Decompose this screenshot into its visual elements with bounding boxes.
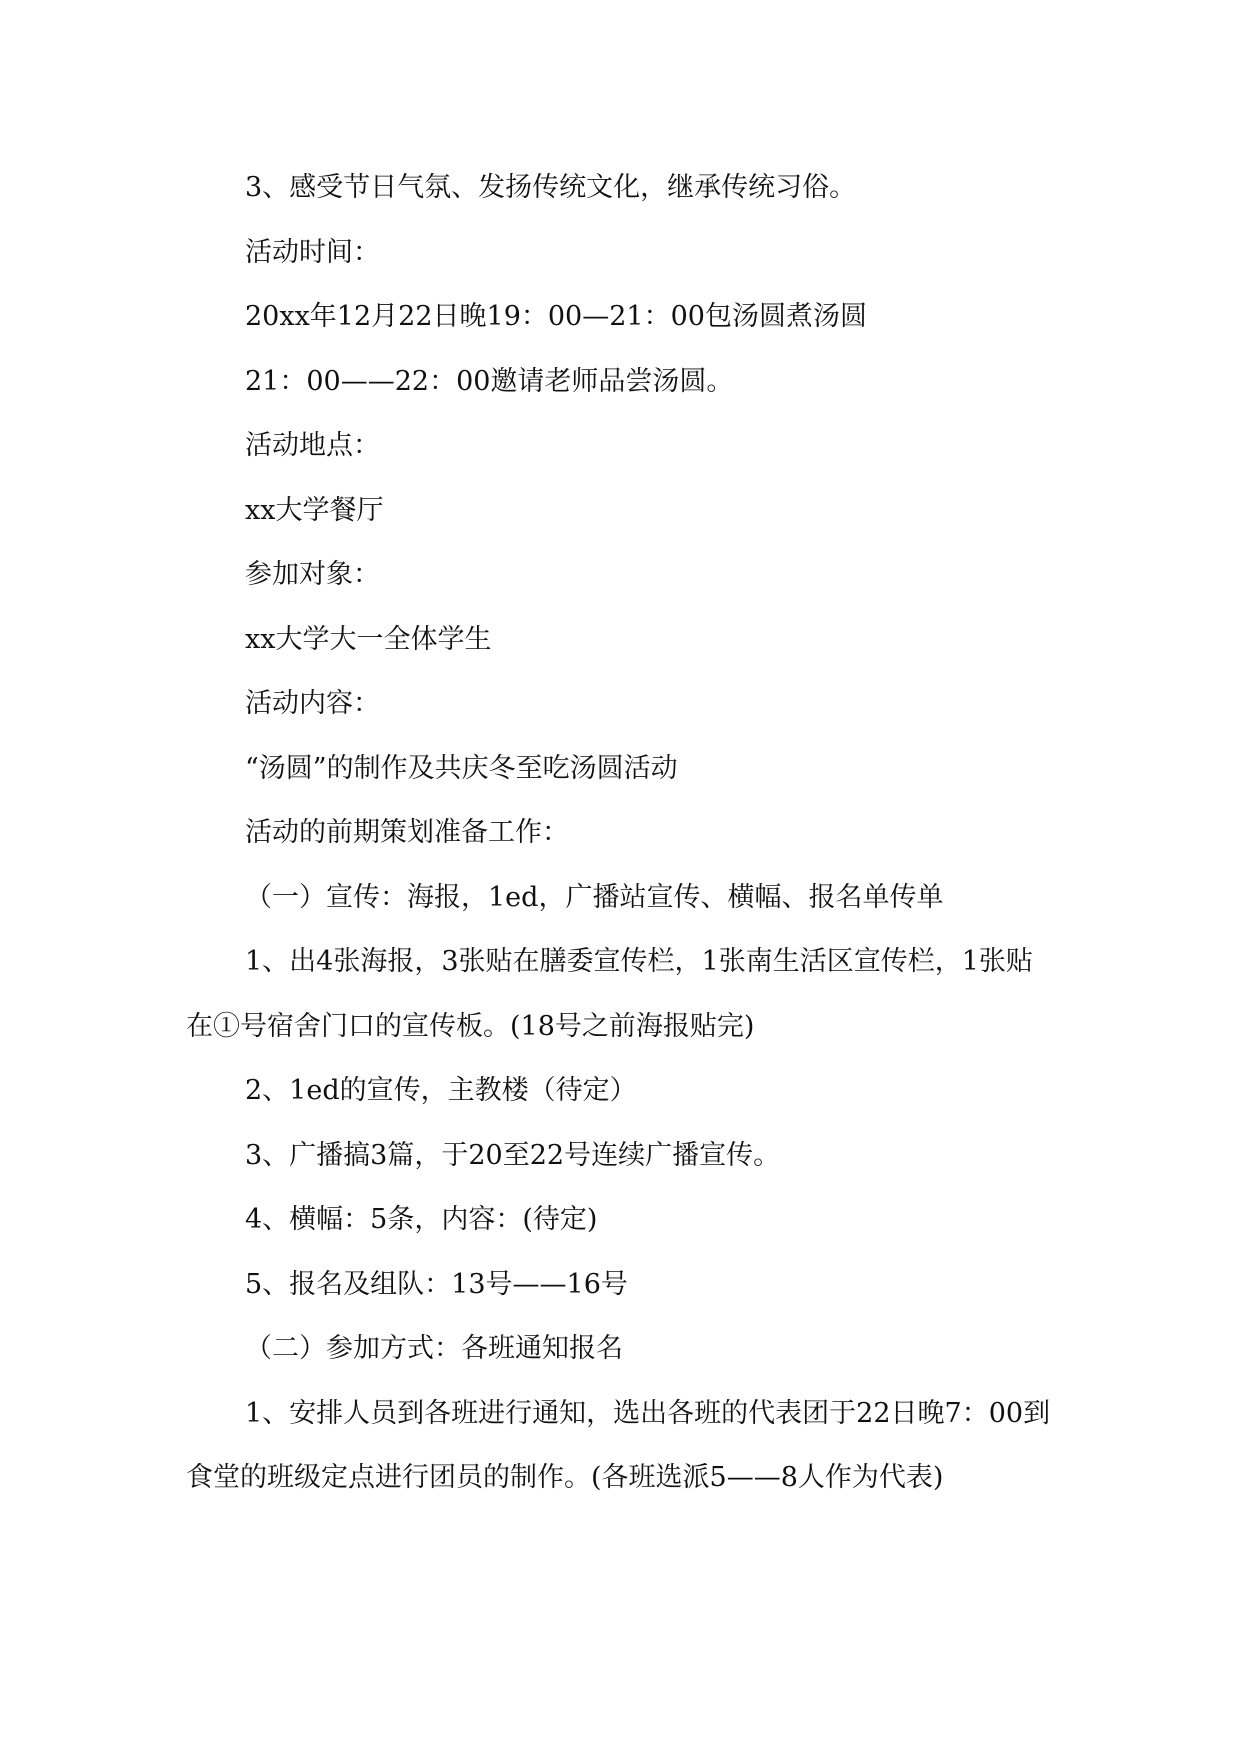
list-item-banners: 4、横幅：5条，内容：(待定) (245, 1204, 598, 1235)
paragraph-time-1: 20xx年12月22日晚19：00—21：00包汤圆煮汤圆 (245, 301, 867, 332)
section-publicity: （一）宣传：海报，1ed，广播站宣传、横幅、报名单传单 (245, 881, 944, 913)
heading-participants: 参加对象： (245, 559, 380, 590)
heading-activity-location: 活动地点： (245, 430, 380, 461)
paragraph-location: xx大学餐厅 (245, 494, 384, 526)
list-item-led: 2、1ed的宣传，主教楼（待定） (245, 1075, 637, 1106)
heading-activity-time: 活动时间： (245, 236, 380, 268)
heading-preparation: 活动的前期策划准备工作： (245, 817, 569, 848)
paragraph-time-2: 21：00——22：00邀请老师品尝汤圆。 (245, 365, 734, 397)
paragraph-activity-content: “汤圆”的制作及共庆冬至吃汤圆活动 (245, 752, 678, 784)
list-item-registration: 5、报名及组队：13号——16号 (245, 1268, 628, 1300)
document-body (186, 156, 1056, 1511)
list-item-notify-classes: 1、安排人员到各班进行通知，选出各班的代表团于22日晚7：00到食堂的班级定点进行团员的制作。(各班选派5——8人作为代表) (186, 1397, 1051, 1493)
paragraph-purpose-3: 3、感受节日气氛、发扬传统文化，继承传统习俗。 (245, 172, 857, 203)
section-participation: （二）参加方式：各班通知报名 (245, 1333, 623, 1364)
paragraph-participants: xx大学大一全体学生 (245, 623, 492, 655)
list-item-broadcast: 3、广播搞3篇，于20至22号连续广播宣传。 (245, 1139, 781, 1171)
heading-activity-content: 活动内容： (245, 688, 380, 719)
list-item-posters: 1、出4张海报，3张贴在膳委宣传栏，1张南生活区宣传栏，1张贴在①号宿舍门口的宣传板。(18号之前海报贴完) (186, 946, 1033, 1042)
